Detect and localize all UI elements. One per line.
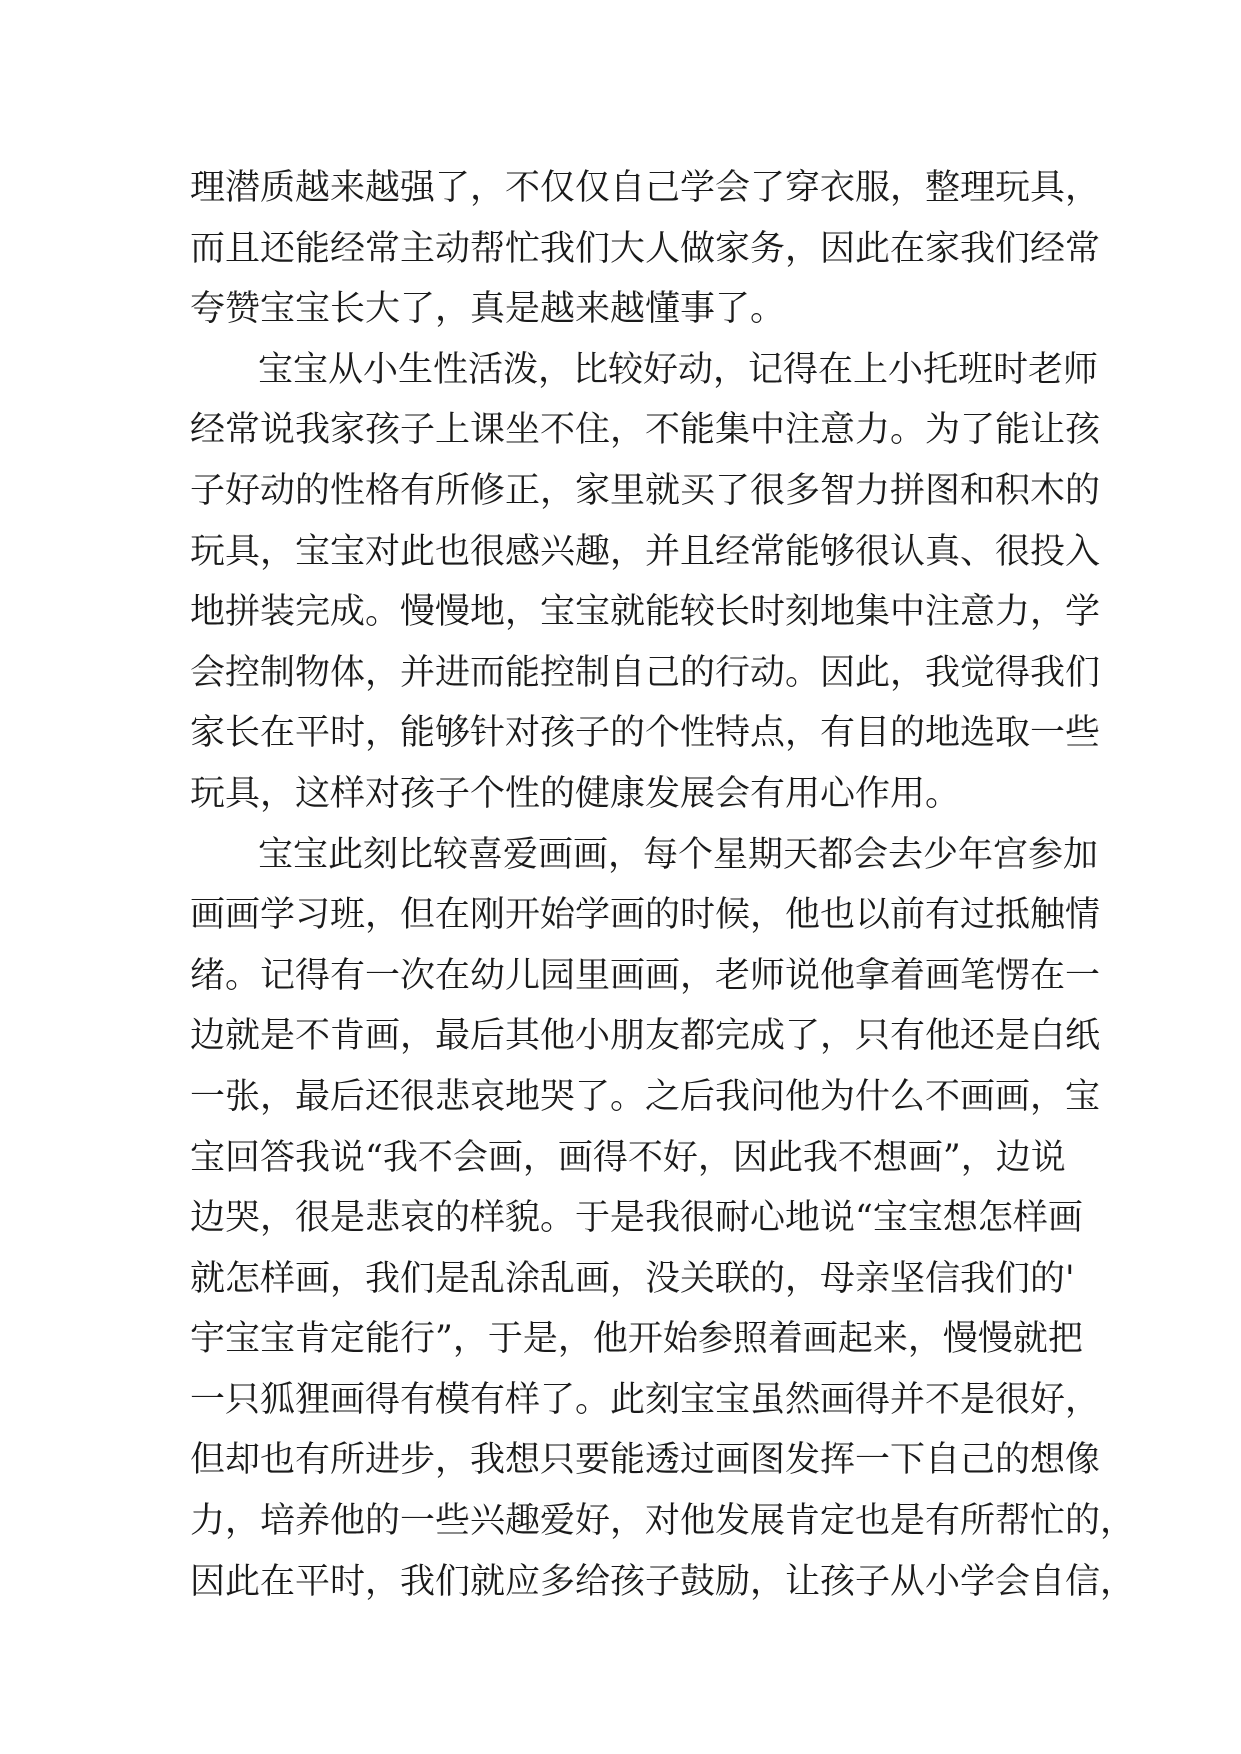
text-line: 就怎样画，我们是乱涂乱画，没关联的，母亲坚信我们的' [190, 1258, 1075, 1299]
body-text [190, 158, 1136, 1612]
paragraph-first-line: 宝宝此刻比较喜爱画画，每个星期天都会去少年宫参加 [258, 834, 1099, 875]
text-line: 玩具，这样对孩子个性的健康发展会有用心作用。 [190, 773, 961, 814]
text-line: 经常说我家孩子上课坐不住，不能集中注意力。为了能让孩 [190, 410, 1101, 451]
text-line: 家长在平时，能够针对孩子的个性特点，有目的地选取一些 [190, 713, 1101, 754]
text-line: 画画学习班，但在刚开始学画的时候，他也以前有过抵触情 [190, 895, 1101, 936]
text-line: 一只狐狸画得有模有样了。此刻宝宝虽然画得并不是很好， [190, 1379, 1101, 1420]
text-line: 而且还能经常主动帮忙我们大人做家务，因此在家我们经常 [190, 228, 1101, 269]
text-line: 一张，最后还很悲哀地哭了。之后我问他为什么不画画，宝 [190, 1076, 1101, 1117]
text-line: 地拼装完成。慢慢地，宝宝就能较长时刻地集中注意力，学 [190, 592, 1101, 633]
text-line: 宝回答我说“我不会画，画得不好，因此我不想画”，边说 [190, 1137, 1066, 1178]
text-line: 玩具，宝宝对此也很感兴趣，并且经常能够很认真、很投入 [190, 531, 1101, 572]
text-line: 理潜质越来越强了，不仅仅自己学会了穿衣服，整理玩具， [190, 168, 1101, 208]
text-line: 边就是不肯画，最后其他小朋友都完成了，只有他还是白纸 [190, 1016, 1101, 1057]
text-line: 因此在平时，我们就应多给孩子鼓励，让孩子从小学会自信， [190, 1561, 1136, 1602]
text-line: 但却也有所进步，我想只要能透过画图发挥一下自己的想像 [190, 1440, 1101, 1481]
text-line: 力，培养他的一些兴趣爱好，对他发展肯定也是有所帮忙的， [190, 1501, 1136, 1542]
paragraph-first-line: 宝宝从小生性活泼，比较好动，记得在上小托班时老师 [258, 349, 1099, 390]
text-line: 绪。记得有一次在幼儿园里画画，老师说他拿着画笔愣在一 [190, 955, 1101, 996]
text-line: 宇宝宝肯定能行”，于是，他开始参照着画起来，慢慢就把 [190, 1319, 1083, 1360]
text-line: 子好动的性格有所修正，家里就买了很多智力拼图和积木的 [190, 470, 1101, 511]
text-line: 会控制物体，并进而能控制自己的行动。因此，我觉得我们 [190, 652, 1101, 693]
text-line: 夸赞宝宝长大了，真是越来越懂事了。 [190, 289, 786, 330]
text-line: 边哭，很是悲哀的样貌。于是我很耐心地说“宝宝想怎样画 [190, 1198, 1083, 1239]
